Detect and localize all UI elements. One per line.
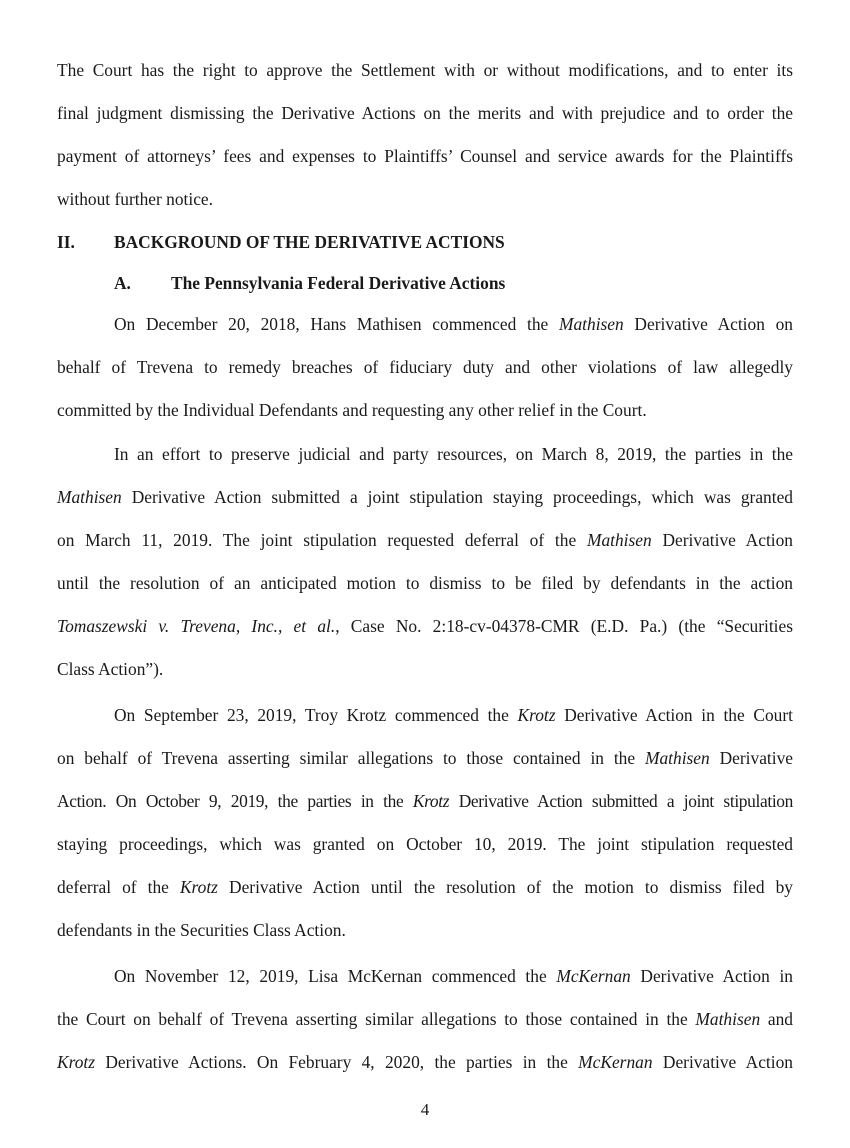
text-run: Derivative Action until the resolution of the motion to dismiss filed by xyxy=(217,877,793,897)
text-line: behalf of Trevena to remedy breaches of fiduciary duty and other violations of law allegedly xyxy=(57,357,793,377)
section-heading: BACKGROUND OF THE DERIVATIVE ACTIONS xyxy=(114,232,505,252)
case-name: McKernan xyxy=(578,1052,653,1072)
text-run: Action. On October 9, 2019, the parties in the xyxy=(57,791,413,811)
text-run: On November 12, 2019, Lisa McKernan commenced the xyxy=(114,966,557,986)
text-run: Derivative Action xyxy=(651,530,793,550)
text-run: , Case No. 2:18-cv-04378-CMR (E.D. Pa.) (the “Securities xyxy=(335,616,793,636)
case-name: Mathisen xyxy=(57,487,122,507)
text-run: on behalf of Trevena asserting similar allegations to those contained in the xyxy=(57,748,645,768)
text-line xyxy=(57,876,793,898)
case-name: Krotz xyxy=(57,1052,96,1072)
case-name: Krotz xyxy=(412,791,450,811)
text-run: Derivative Action in the Court xyxy=(555,705,793,725)
case-name: Mathisen xyxy=(695,1009,761,1029)
text-run: Derivative Actions. On February 4, 2020, the parties in the xyxy=(95,1052,579,1072)
subsection-number: A. xyxy=(114,273,131,293)
text-line xyxy=(114,704,793,726)
case-name: Krotz xyxy=(179,877,218,897)
case-name: Mathisen xyxy=(586,530,652,550)
text-run: On December 20, 2018, Hans Mathisen commenced the xyxy=(114,314,559,334)
subsection-heading: The Pennsylvania Federal Derivative Actions xyxy=(171,273,506,293)
text-line: In an effort to preserve judicial and party resources, on March 8, 2019, the parties in the xyxy=(114,444,793,464)
text-line xyxy=(57,486,793,508)
section-number: II. xyxy=(57,232,75,252)
text-line: without further notice. xyxy=(57,189,213,209)
text-line: committed by the Individual Defendants and requesting any other relief in the Court. xyxy=(57,400,647,420)
text-run: Derivative Action xyxy=(652,1052,793,1072)
text-line xyxy=(57,529,793,551)
text-run: on March 11, 2019. The joint stipulation requested deferral of the xyxy=(57,530,587,550)
case-name: McKernan xyxy=(556,966,631,986)
text-line xyxy=(57,615,793,637)
page-number: 4 xyxy=(420,1100,430,1119)
text-line xyxy=(114,313,793,335)
text-run: Derivative xyxy=(709,748,793,768)
text-line: staying proceedings, which was granted on October 10, 2019. The joint stipulation requested xyxy=(57,834,793,854)
text-line: defendants in the Securities Class Action. xyxy=(57,920,346,940)
text-line xyxy=(57,790,793,812)
case-name: Krotz xyxy=(517,705,556,725)
text-line: Class Action”). xyxy=(57,659,164,679)
text-line xyxy=(57,1008,793,1030)
case-name: Mathisen xyxy=(644,748,710,768)
text-line: until the resolution of an anticipated motion to dismiss to be filed by defendants in the action xyxy=(57,573,793,593)
text-run: deferral of the xyxy=(57,877,180,897)
text-line xyxy=(114,965,793,987)
text-line: payment of attorneys’ fees and expenses to Plaintiffs’ Counsel and service awards for the Plaintiffs xyxy=(57,146,793,166)
text-run: Derivative Action on xyxy=(623,314,794,334)
text-line xyxy=(57,747,793,769)
text-run: Derivative Action submitted a joint stipulation staying proceedings, which was granted xyxy=(121,487,793,507)
text-line xyxy=(57,1051,793,1073)
text-run: Derivative Action in xyxy=(630,966,793,986)
text-run: and xyxy=(760,1009,793,1029)
text-run: On September 23, 2019, Troy Krotz commenced the xyxy=(114,705,518,725)
text-line: The Court has the right to approve the Settlement with or without modifications, and to enter its xyxy=(57,60,793,80)
case-name: Tomaszewski v. Trevena, Inc., et al. xyxy=(57,616,336,636)
text-run: Derivative Action submitted a joint stipulation xyxy=(449,791,793,811)
text-run: the Court on behalf of Trevena asserting similar allegations to those contained in the xyxy=(57,1009,696,1029)
case-name: Mathisen xyxy=(558,314,624,334)
text-line: final judgment dismissing the Derivative Actions on the merits and with prejudice and to order the xyxy=(57,103,793,123)
